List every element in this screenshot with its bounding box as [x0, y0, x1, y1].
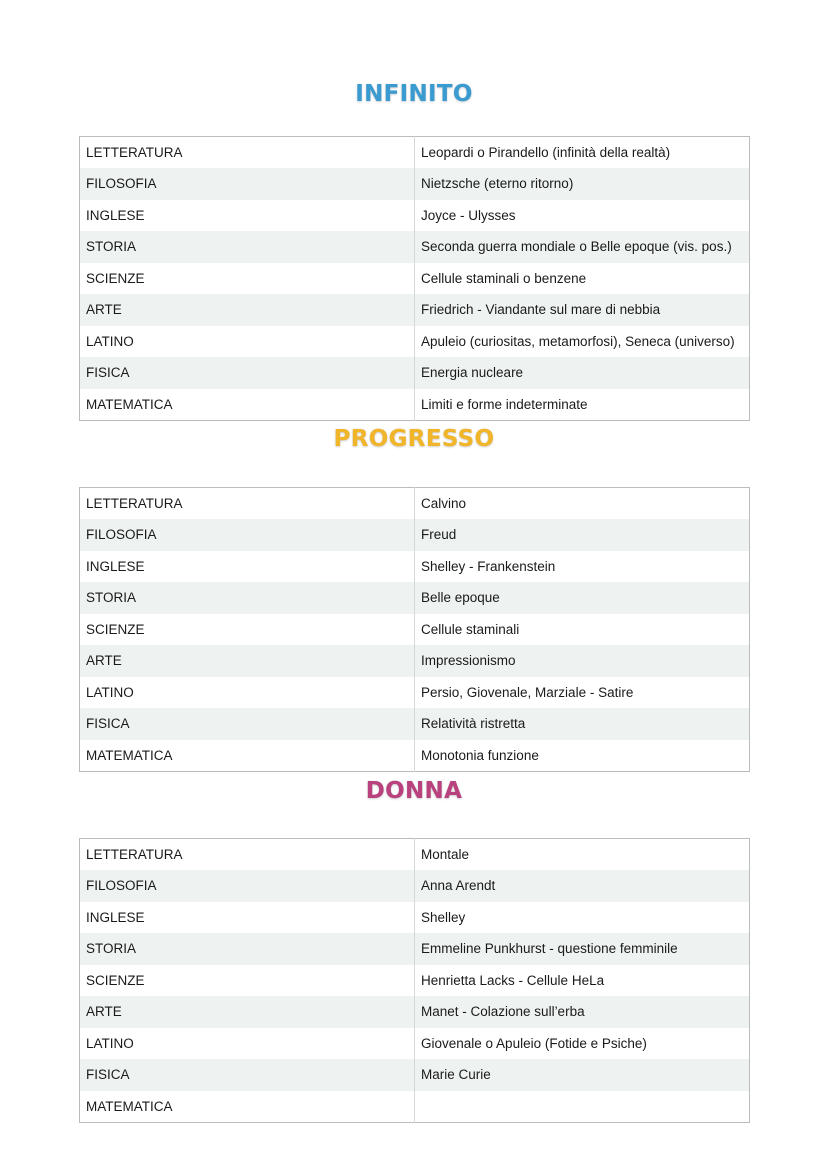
subject-cell: MATEMATICA — [80, 1091, 415, 1123]
subject-cell: ARTE — [80, 996, 415, 1028]
subject-cell: MATEMATICA — [80, 740, 415, 772]
table-progresso — [79, 487, 750, 772]
table-row — [80, 614, 750, 646]
table-row — [80, 326, 750, 358]
topic-cell: Monotonia funzione — [415, 740, 750, 772]
topic-cell: Apuleio (curiositas, metamorfosi), Seneca (universo) — [415, 326, 750, 358]
table-row — [80, 137, 750, 169]
topic-cell: Seconda guerra mondiale o Belle epoque (vis. pos.) — [415, 231, 750, 263]
subject-cell: FILOSOFIA — [80, 168, 415, 200]
table-row — [80, 357, 750, 389]
section-title-progresso: PROGRESSO — [333, 426, 495, 452]
subject-cell: STORIA — [80, 933, 415, 965]
topic-cell: Giovenale o Apuleio (Fotide e Psiche) — [415, 1028, 750, 1060]
subject-cell: SCIENZE — [80, 263, 415, 295]
table-row — [80, 200, 750, 232]
subject-cell: FISICA — [80, 357, 415, 389]
section-title-infinito: INFINITO — [355, 81, 473, 107]
subject-cell: SCIENZE — [80, 614, 415, 646]
topic-cell: Shelley - Frankenstein — [415, 551, 750, 583]
subject-cell: STORIA — [80, 231, 415, 263]
table-row — [80, 231, 750, 263]
table-row — [80, 1091, 750, 1123]
table-row — [80, 839, 750, 871]
subject-cell: FISICA — [80, 1059, 415, 1091]
subject-cell: INGLESE — [80, 551, 415, 583]
topic-cell: Belle epoque — [415, 582, 750, 614]
subject-cell: LATINO — [80, 1028, 415, 1060]
table-row — [80, 933, 750, 965]
topic-cell: Limiti e forme indeterminate — [415, 389, 750, 421]
table-row — [80, 294, 750, 326]
topic-cell: Montale — [415, 839, 750, 871]
table-row — [80, 1028, 750, 1060]
table-row — [80, 996, 750, 1028]
subject-cell: FILOSOFIA — [80, 519, 415, 551]
table-row — [80, 708, 750, 740]
table-row — [80, 488, 750, 520]
table-row — [80, 902, 750, 934]
subject-cell: INGLESE — [80, 902, 415, 934]
subject-cell: LETTERATURA — [80, 488, 415, 520]
topic-cell: Manet - Colazione sull’erba — [415, 996, 750, 1028]
topic-cell: Anna Arendt — [415, 870, 750, 902]
topic-cell: Cellule staminali o benzene — [415, 263, 750, 295]
table-row — [80, 263, 750, 295]
topic-cell: Leopardi o Pirandello (infinità della realtà) — [415, 137, 750, 169]
subject-cell: STORIA — [80, 582, 415, 614]
table-row — [80, 740, 750, 772]
table-row — [80, 677, 750, 709]
topic-cell: Freud — [415, 519, 750, 551]
subject-cell: ARTE — [80, 645, 415, 677]
topic-cell: Shelley — [415, 902, 750, 934]
table-donna — [79, 838, 750, 1123]
topic-cell: Joyce - Ulysses — [415, 200, 750, 232]
table-row — [80, 582, 750, 614]
table-infinito — [79, 136, 750, 421]
table-row — [80, 1059, 750, 1091]
subject-cell: LETTERATURA — [80, 137, 415, 169]
topic-cell: Friedrich - Viandante sul mare di nebbia — [415, 294, 750, 326]
table-row — [80, 965, 750, 997]
subject-cell: FILOSOFIA — [80, 870, 415, 902]
subject-cell: ARTE — [80, 294, 415, 326]
topic-cell: Calvino — [415, 488, 750, 520]
topic-cell: Persio, Giovenale, Marziale - Satire — [415, 677, 750, 709]
topic-cell: Energia nucleare — [415, 357, 750, 389]
topic-cell: Marie Curie — [415, 1059, 750, 1091]
topic-cell: Emmeline Punkhurst - questione femminile — [415, 933, 750, 965]
section-title-donna: DONNA — [365, 778, 463, 804]
subject-cell: MATEMATICA — [80, 389, 415, 421]
topic-cell — [415, 1091, 750, 1123]
table-row — [80, 389, 750, 421]
table-row — [80, 870, 750, 902]
table-row — [80, 645, 750, 677]
topic-cell: Impressionismo — [415, 645, 750, 677]
subject-cell: LATINO — [80, 677, 415, 709]
topic-cell: Nietzsche (eterno ritorno) — [415, 168, 750, 200]
topic-cell: Relatività ristretta — [415, 708, 750, 740]
subject-cell: FISICA — [80, 708, 415, 740]
topic-cell: Cellule staminali — [415, 614, 750, 646]
subject-cell: SCIENZE — [80, 965, 415, 997]
table-row — [80, 519, 750, 551]
subject-cell: INGLESE — [80, 200, 415, 232]
table-row — [80, 168, 750, 200]
topic-cell: Henrietta Lacks - Cellule HeLa — [415, 965, 750, 997]
subject-cell: LATINO — [80, 326, 415, 358]
subject-cell: LETTERATURA — [80, 839, 415, 871]
table-row — [80, 551, 750, 583]
